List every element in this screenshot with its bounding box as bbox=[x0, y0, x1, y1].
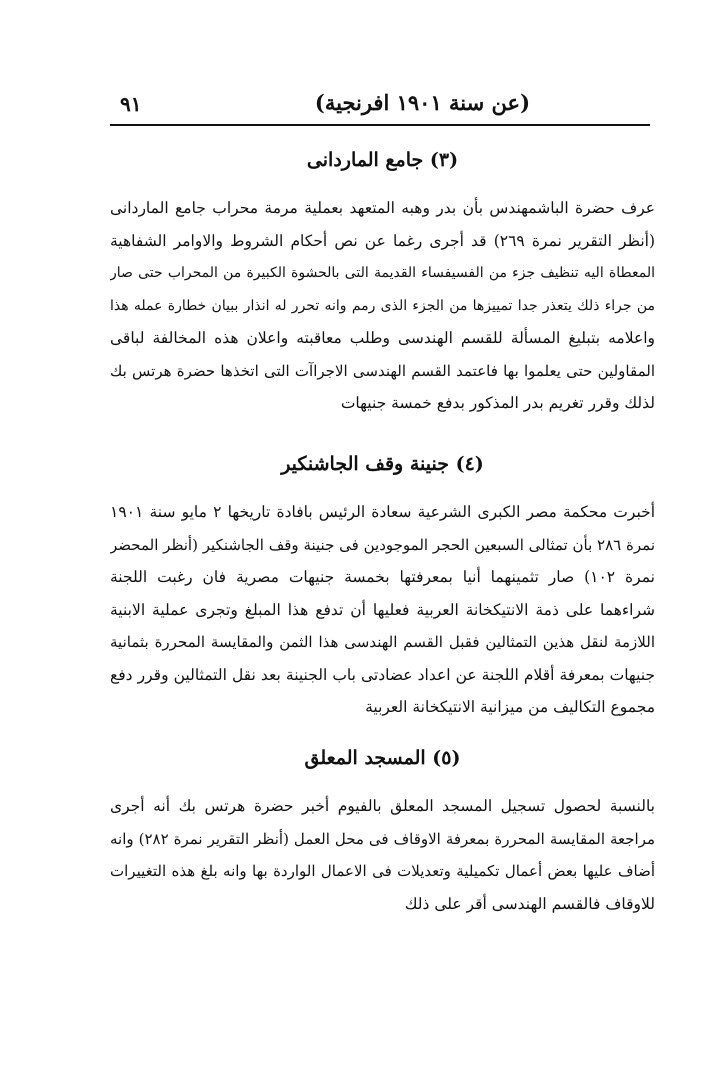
text-line: مجموع التكاليف من ميزانية الانتيكخانة العربية bbox=[365, 698, 655, 716]
section-mardani-mosque bbox=[110, 140, 655, 420]
text-line: أخبرت محكمة مصر الكبرى الشرعية سعادة الرئيس بافادة تاريخها ٢ مايو سنة ١٩٠١ bbox=[110, 503, 655, 521]
page-number: ٩١ bbox=[120, 92, 142, 116]
section-paragraph bbox=[110, 192, 655, 420]
section-paragraph bbox=[110, 790, 655, 920]
text-line: المقاولين حتى يعلموا بها فاعتمد القسم الهندسى الاجراآت التى اتخذها حضرة هرتس بك bbox=[110, 361, 655, 380]
text-line: نمرة ١٠٢) صار تثمينهما أنيا بمعرفتها بخمسة جنيهات مصرية فان رغبت اللجنة bbox=[110, 568, 655, 586]
text-line: نمرة ٢٨٦ بأن تمثالى السبعين الحجر الموجودين فى جنينة وقف الجاشنكير (أنظر المحضر bbox=[110, 535, 655, 554]
text-line: المعطاة اليه تنظيف جزء من الفسيفساء القديمة التى بالحشوة الكبيرة من المحراب حتى صار bbox=[110, 265, 655, 281]
text-line: (أنظر التقرير نمرة ٢٦٩) قد أجرى رغما عن نص أحكام الشروط والاوامر الشفاهية bbox=[110, 231, 655, 250]
text-line: جنيهات بمعرفة أقلام اللجنة عن اعداد عضادتى باب الجنينة بعد نقل التمثالين وقرر دفع bbox=[110, 665, 655, 684]
section-heading: (٣) جامع الماردانى bbox=[306, 149, 459, 171]
text-line: لذلك وقرر تغريم بدر المذكور بدفع خمسة جنيهات bbox=[340, 394, 655, 412]
section-jashankir-garden bbox=[110, 444, 655, 724]
running-title: (عن سنة ١٩٠١ افرنجية) bbox=[314, 90, 530, 115]
text-line: عرف حضرة الباشمهندس بأن بدر وهبه المتعهد بعملية مرمة محراب جامع الماردانى bbox=[110, 199, 655, 217]
text-line: للاوقاف فالقسم الهندسى أقر على ذلك bbox=[404, 894, 655, 913]
header-rule bbox=[110, 124, 650, 126]
text-line: أضاف عليها بعض أعمال تكميلية وتعديلات فى الاعمال الواردة بها وانه بلغ هذه التغييرات bbox=[110, 862, 655, 880]
section-paragraph bbox=[110, 496, 655, 724]
text-line: شراءهما على ذمة الانتيكخانة العربية فعليها أن تدفع هذا المبلغ وتجرى عملية الابنية bbox=[110, 600, 655, 619]
running-header bbox=[110, 88, 650, 128]
section-hanging-mosque bbox=[110, 738, 655, 920]
text-line: مراجعة المقايسة المحررة بمعرفة الاوقاف فى محل العمل (أنظر التقرير نمرة ٢٨٢) وانه bbox=[110, 829, 655, 848]
section-heading: (٥) المسجد المعلق bbox=[304, 747, 461, 769]
section-heading: (٤) جنينة وقف الجاشنكير bbox=[281, 453, 484, 475]
text-line: واعلامه بتبليغ المسألة للقسم الهندسى وطلب معاقبته واعلان هذه المخالفة لباقى bbox=[110, 329, 655, 347]
text-line: من جراء ذلك يتعذر جدا تمييزها من الجزء الذى رمم وانه تحرر له انذار ببيان خطارة عمله هذا bbox=[110, 297, 655, 314]
text-line: اللازمة لنقل هذين التمثالين فقبل القسم الهندسى هذا الثمن والمقايسة المحررة بثمانية bbox=[110, 633, 655, 651]
text-line: بالنسبة لحصول تسجيل المسجد المعلق بالفيوم أخبر حضرة هرتس بك أنه أجرى bbox=[110, 797, 655, 815]
